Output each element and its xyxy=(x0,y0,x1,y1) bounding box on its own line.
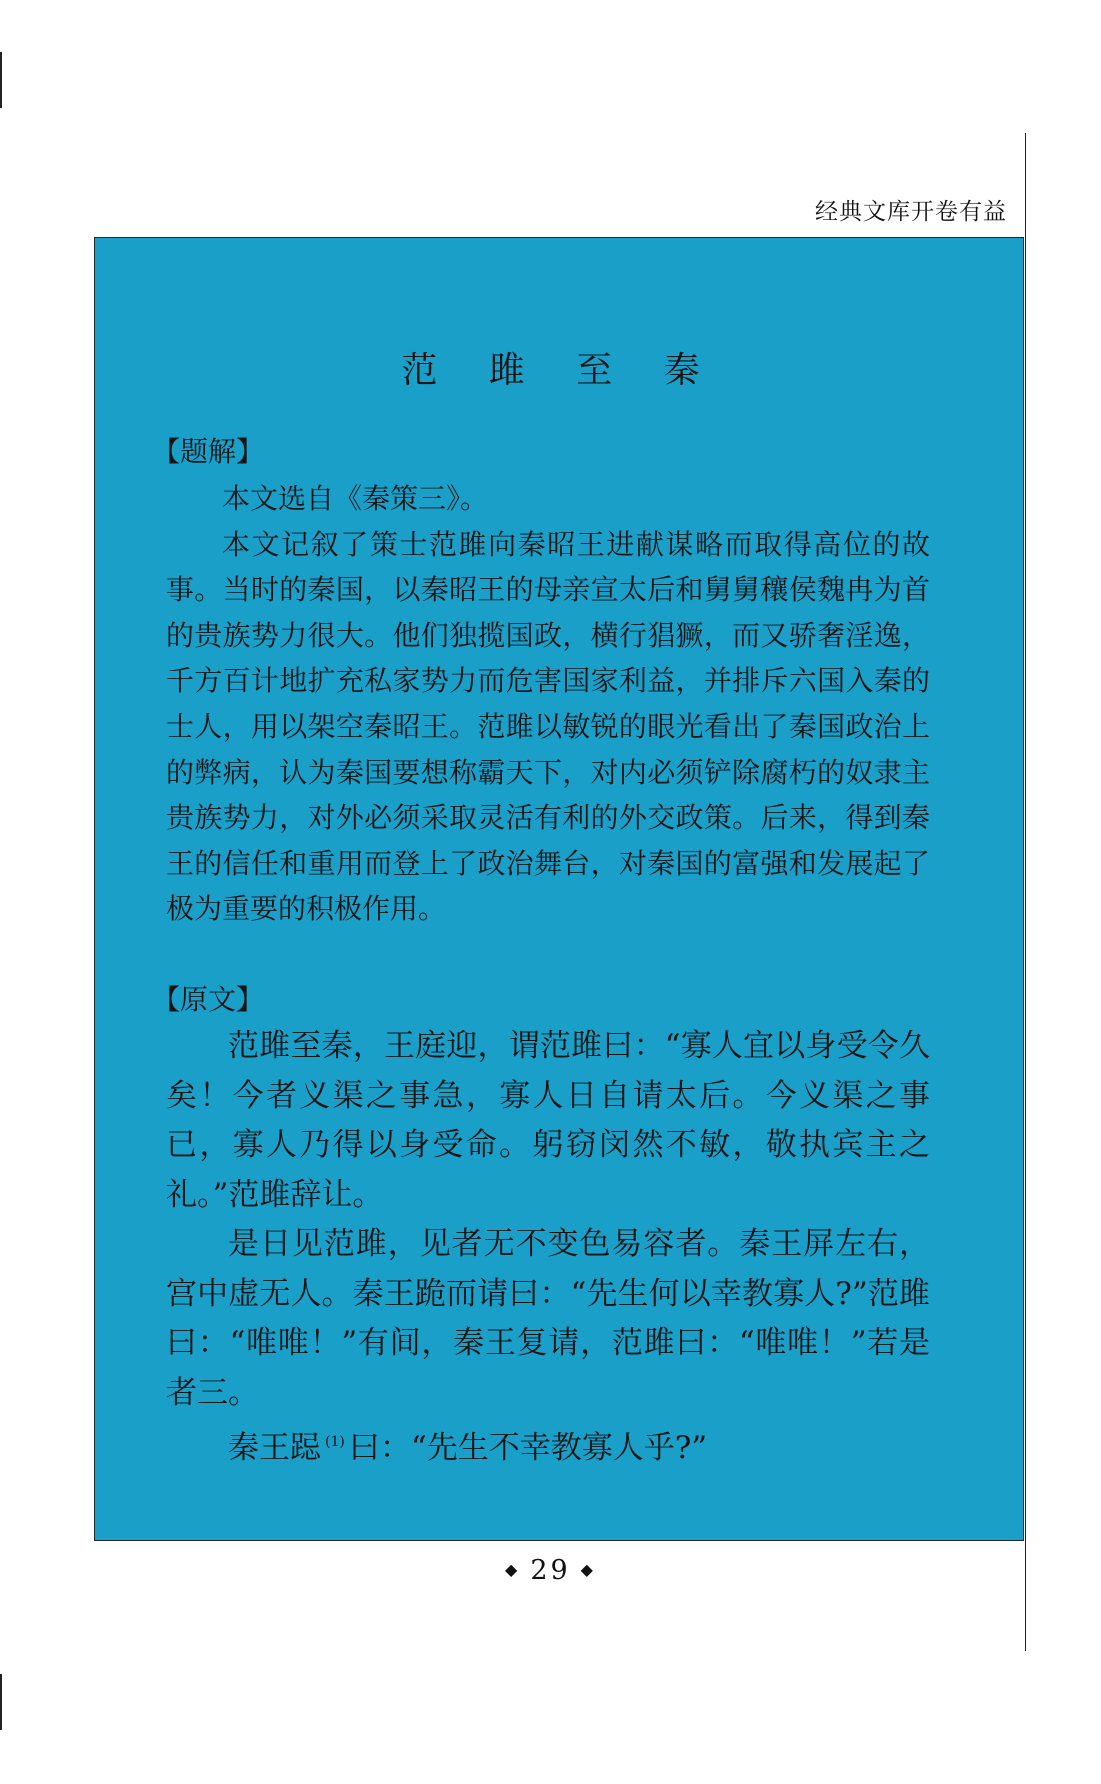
crop-mark-top-left xyxy=(0,52,2,108)
page-footer xyxy=(0,1555,1101,1586)
explanation-paragraph-1: 本文选自《秦策三》。 xyxy=(222,482,489,515)
paragraph-ending: 曰：“先生不幸教寡人乎?” xyxy=(348,1430,708,1466)
paragraph-opening: 秦王跽 xyxy=(228,1430,321,1466)
explanation-paragraph-2: 本文记叙了策士范雎向秦昭王进献谋略而取得高位的故事。当时的秦国，以秦昭王的母亲宣太后和舅舅穰侯魏冉为首的贵族势力很大。他们独揽国政，横行猖獗，而又骄奢淫逸，千方百计地扩充私家势力而危害国家利益，并排斥六国入秦的士人，用以架空秦昭王。范雎以敏锐的眼光看出了秦国政治上的弊病，认为秦国要想称霸天下，对内必须铲除腐朽的奴隶主贵族势力，对外必须采取灵活有利的外交政策。后来，得到秦王的信任和重用而登上了政治舞台，对秦国的富强和发展起了极为重要的积极作用。 xyxy=(166,527,930,926)
original-label: 【原文】 xyxy=(152,983,265,1016)
page-title: 范 雎 至 秦 xyxy=(401,350,720,391)
original-body xyxy=(166,1022,930,1474)
page-number: 29 xyxy=(530,1555,571,1586)
explanation-label: 【题解】 xyxy=(152,435,265,468)
left-diamond-icon: ◆ xyxy=(505,1560,521,1579)
running-head: 经典文库开卷有益 xyxy=(815,199,1007,225)
original-paragraph-1: 范雎至秦，王庭迎，谓范雎曰：“寡人宜以身受令久矣！今者义渠之事急，寡人日自请太后。今义渠之事已，寡人乃得以身受命。躬窃闵然不敏，敬执宾主之礼。”范雎辞让。 xyxy=(166,1028,930,1213)
footnote-marker[interactable]: (1) xyxy=(325,1434,345,1450)
right-diamond-icon: ◆ xyxy=(580,1560,596,1579)
original-paragraph-2: 是日见范雎，见者无不变色易容者。秦王屏左右，宫中虚无人。秦王跪而请曰：“先生何以幸教寡人?”范雎曰：“唯唯！”有间，秦王复请，范雎曰：“唯唯！”若是者三。 xyxy=(166,1226,930,1411)
original-paragraph-3 xyxy=(166,1418,930,1474)
crop-mark-bottom-left xyxy=(0,1674,2,1730)
explanation-body xyxy=(166,476,930,932)
